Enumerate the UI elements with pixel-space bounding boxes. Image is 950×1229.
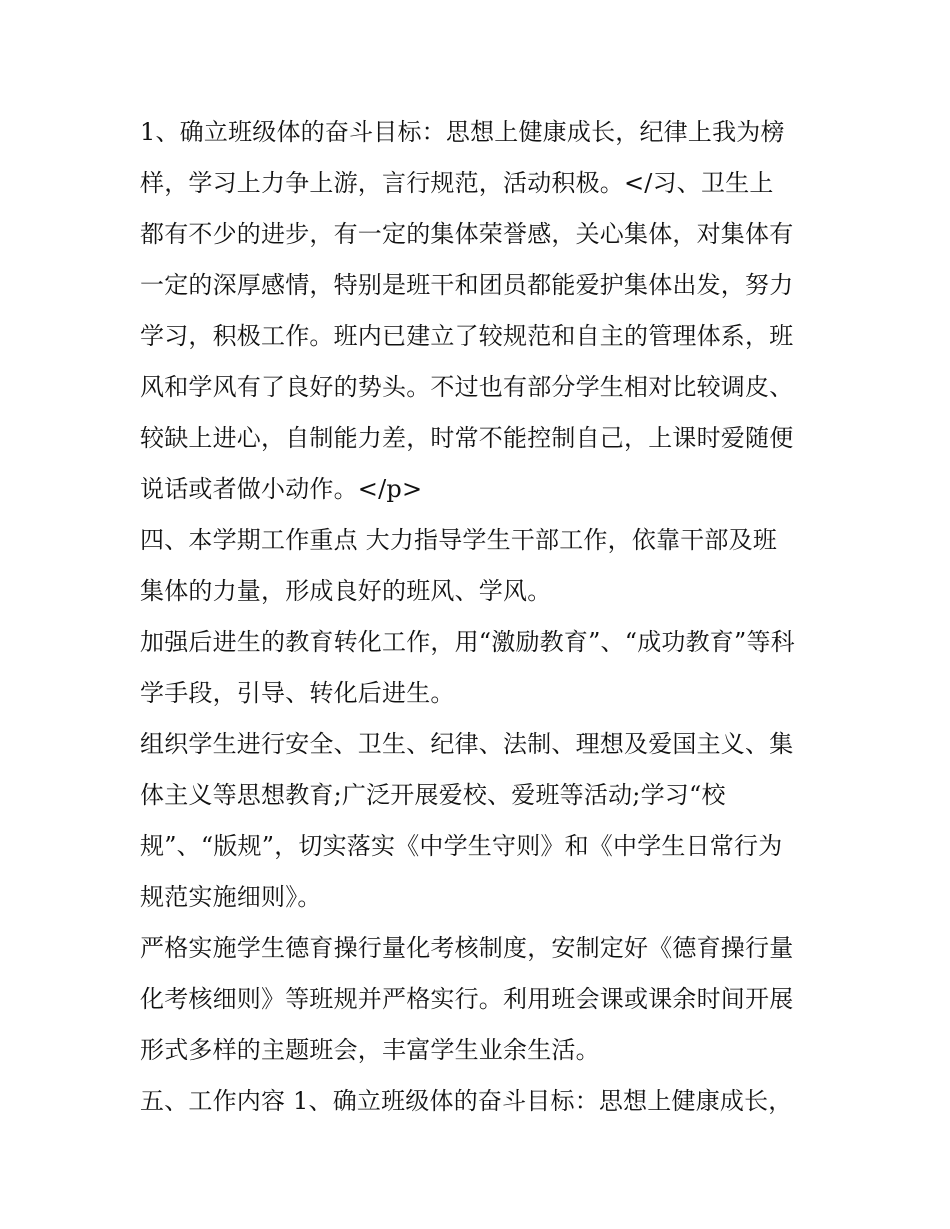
- text-line: 组织学生进行安全、卫生、纪律、法制、理想及爱国主义、集: [140, 730, 794, 758]
- text-line: 化考核细则》等班规并严格实行。利用班会课或课余时间开展: [140, 985, 794, 1013]
- text-line: 样，学习上力争上游，言行规范，活动积极。</习、卫生上: [140, 169, 774, 197]
- text-line: 加强后进生的教育转化工作，用“激励教育”、“成功教育”等科: [140, 628, 795, 656]
- text-line: 学手段，引导、转化后进生。: [140, 679, 455, 707]
- text-line: 说话或者做小动作。</p>: [140, 475, 423, 503]
- text-line: 规”、“版规”，切实落实《中学生守则》和《中学生日常行为: [140, 832, 783, 860]
- text-line: 风和学风有了良好的势头。不过也有部分学生相对比较调皮、: [140, 373, 794, 401]
- text-line: 形式多样的主题班会，丰富学生业余生活。: [140, 1036, 600, 1064]
- text-line: 规范实施细则》。: [140, 883, 322, 911]
- text-line: 都有不少的进步，有一定的集体荣誉感，关心集体，对集体有: [140, 220, 794, 248]
- section-heading-line: 五、工作内容 1、确立班级体的奋斗目标：思想上健康成长，: [140, 1087, 793, 1115]
- text-line: 较缺上进心，自制能力差，时常不能控制自己，上课时爱随便: [140, 424, 794, 452]
- section-heading-line: 四、本学期工作重点 大力指导学生干部工作，依靠干部及班: [140, 526, 778, 554]
- text-line: 1、确立班级体的奋斗目标：思想上健康成长，纪律上我为榜: [140, 118, 785, 146]
- text-line: 学习，积极工作。班内已建立了较规范和自主的管理体系，班: [140, 322, 794, 350]
- text-line: 严格实施学生德育操行量化考核制度，安制定好《德育操行量: [140, 934, 794, 962]
- text-line: 集体的力量，形成良好的班风、学风。: [140, 577, 552, 605]
- text-line: 一定的深厚感情，特别是班干和团员都能爱护集体出发，努力: [140, 271, 794, 299]
- text-line: 体主义等思想教育;广泛开展爱校、爱班等活动;学习“校: [140, 781, 726, 809]
- document-body: [140, 107, 814, 1127]
